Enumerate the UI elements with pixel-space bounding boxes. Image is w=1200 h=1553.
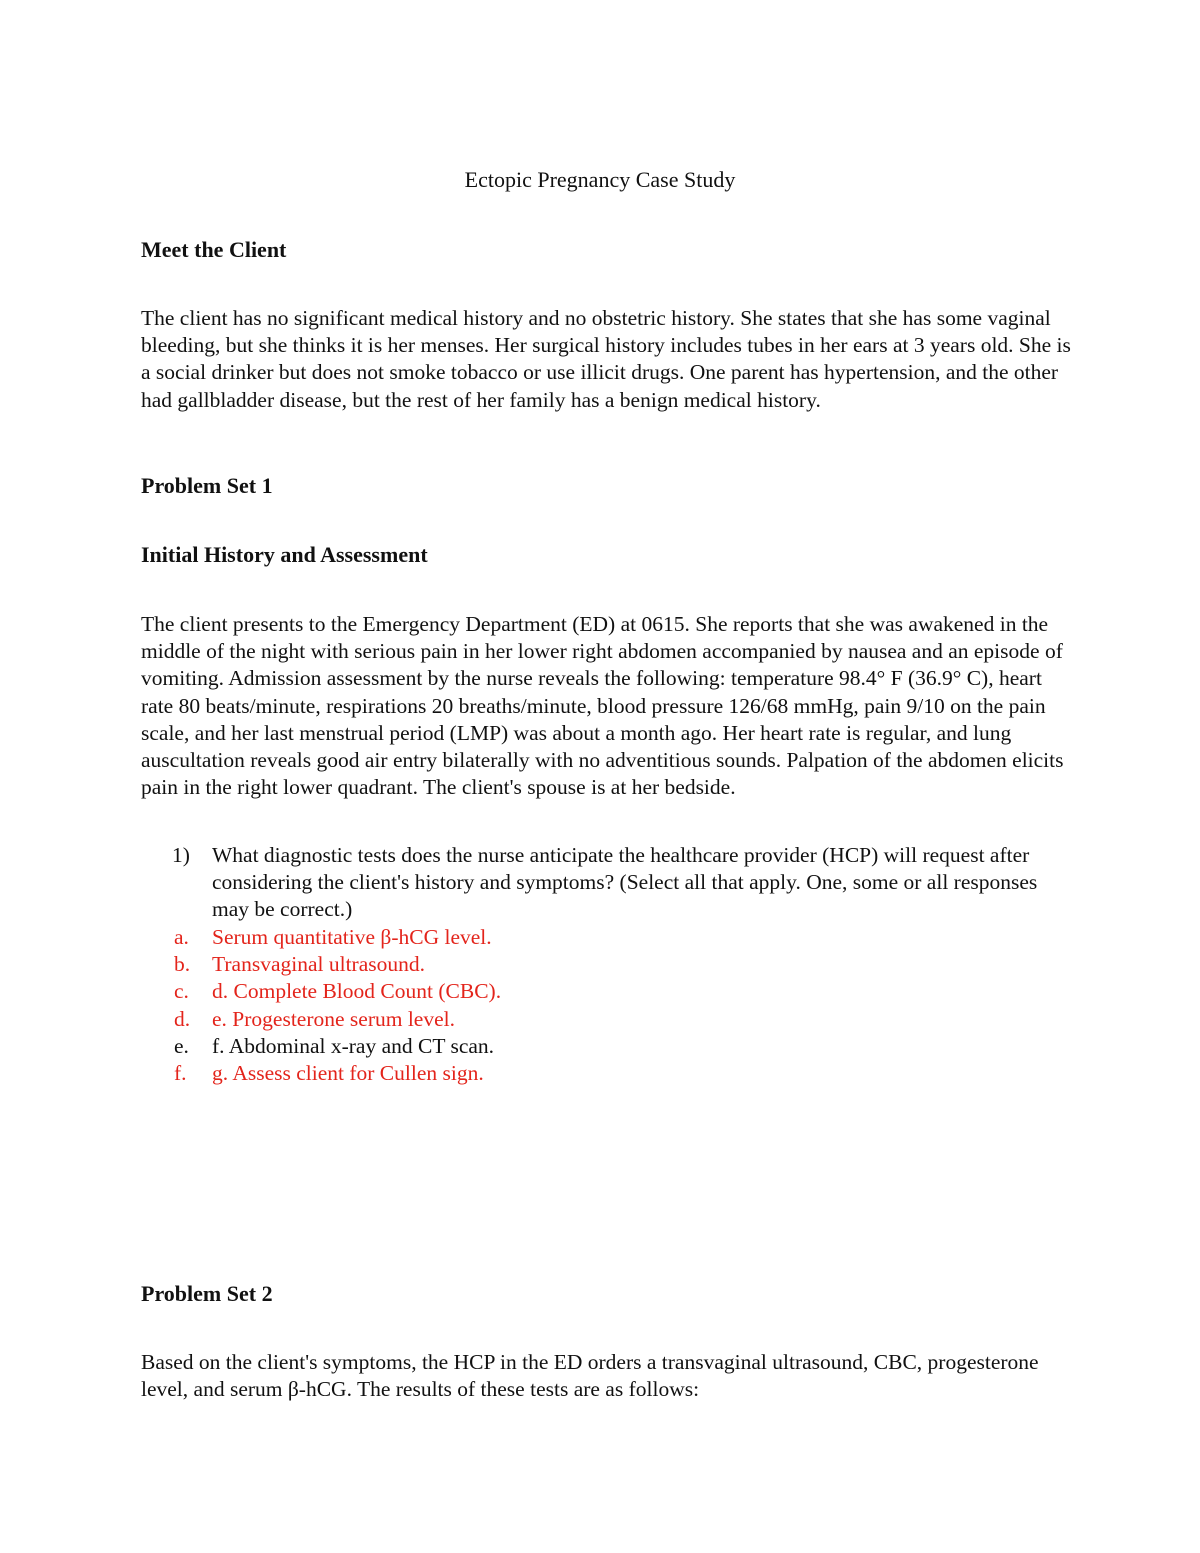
- answer-option-letter: f.: [174, 1060, 187, 1085]
- problem-set-2-heading: Problem Set 2: [141, 1281, 273, 1306]
- meet-the-client-heading: Meet the Client: [141, 237, 287, 262]
- answer-option: [172, 951, 1072, 978]
- answer-option: [172, 924, 1072, 951]
- answer-option: [172, 978, 1072, 1005]
- initial-assessment-paragraph: The client presents to the Emergency Department (ED) at 0615. She reports that she was awakened in the middle of the night with serious pain in her lower right abdomen accompanied by nausea and an episode of vomiting. Admission assessment by the nurse reveals the following: temperature 98.4° F (36.9° C), heart rate 80 beats/minute, respirations 20 breaths/minute, blood pressure 126/68 mmHg, pain 9/10 on the pain scale, and her last menstrual period (LMP) was about a month ago. Her heart rate is regular, and lung auscultation reveals good air entry bilaterally with no adventitious sounds. Palpation of the abdomen elicits pain in the right lower quadrant. The client's spouse is at her bedside.: [141, 612, 1064, 800]
- question-1: [172, 842, 1072, 924]
- answer-option-text: Transvaginal ultrasound.: [212, 952, 425, 977]
- problem-set-1-heading: Problem Set 1: [141, 473, 273, 498]
- answer-option-letter: a.: [174, 925, 189, 949]
- answer-option-text: d. Complete Blood Count (CBC).: [212, 979, 502, 1004]
- meet-the-client-paragraph: The client has no significant medical history and no obstetric history. She states that she has some vaginal bleeding, but she thinks it is her menses. Her surgical history includes tubes in her ears at 3 years old. She is a social drinker but does not smoke tobacco or use illicit drugs. One parent has hypertension, and the other had gallbladder disease, but the rest of her family has a benign medical history.: [141, 306, 1071, 412]
- question-number: 1): [172, 843, 190, 867]
- answer-option-text: Serum quantitative β-hCG level.: [212, 925, 492, 949]
- answer-option-text: e. Progesterone serum level.: [212, 1006, 455, 1031]
- document-title: Ectopic Pregnancy Case Study: [464, 167, 736, 192]
- answer-option-text: g. Assess client for Cullen sign.: [212, 1060, 484, 1085]
- answer-option-letter: e.: [174, 1033, 189, 1058]
- answer-option-letter: c.: [174, 979, 189, 1004]
- answer-option: [172, 1060, 1072, 1087]
- answer-option-text: f. Abdominal x-ray and CT scan.: [212, 1033, 495, 1058]
- question-text: What diagnostic tests does the nurse anticipate the healthcare provider (HCP) will request after considering the client's history and symptoms? (Select all that apply. One, some or all responses may be correct.): [212, 843, 1038, 922]
- answer-option-letter: d.: [174, 1006, 191, 1031]
- answer-options-list: [172, 924, 1072, 1087]
- answer-option: [172, 1033, 1072, 1060]
- problem-set-2-paragraph: Based on the client's symptoms, the HCP in the ED orders a transvaginal ultrasound, CBC, progesterone level, and serum β-hCG. The results of these tests are as follows:: [141, 1350, 1039, 1402]
- answer-option-letter: b.: [174, 952, 191, 977]
- initial-history-heading: Initial History and Assessment: [141, 542, 428, 567]
- answer-option: [172, 1006, 1072, 1033]
